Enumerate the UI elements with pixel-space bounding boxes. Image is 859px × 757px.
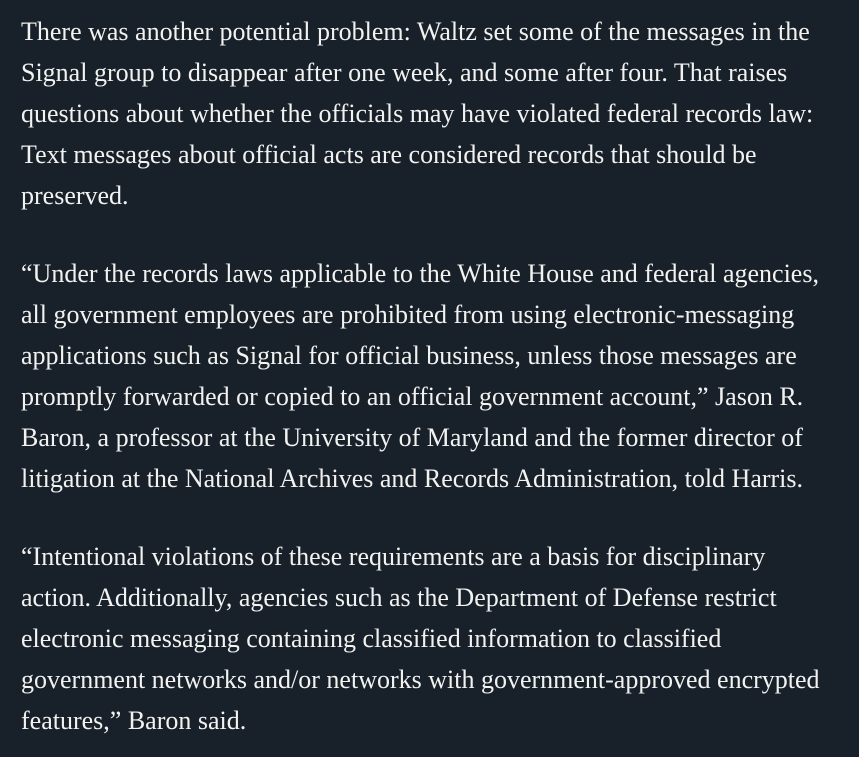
paragraph-line: questions about whether the officials may have violated federal records law:	[21, 99, 814, 128]
paragraph-line: “Under the records laws applicable to the White House and federal agencies,	[21, 259, 819, 288]
paragraph-line: “Intentional violations of these requirements are a basis for disciplinary	[21, 542, 766, 571]
paragraph-line: promptly forwarded or copied to an official government account,” Jason R.	[21, 382, 804, 411]
paragraph-line: preserved.	[21, 181, 129, 210]
paragraph-line: all government employees are prohibited from using electronic-messaging	[21, 300, 795, 329]
paragraph-line: litigation at the National Archives and Records Administration, told Harris.	[21, 464, 804, 493]
paragraph-line: Signal group to disappear after one week, and some after four. That raises	[21, 58, 788, 87]
paragraph-line: Text messages about official acts are considered records that should be	[21, 140, 757, 169]
paragraph-baron-quote	[21, 253, 845, 499]
paragraph-line: There was another potential problem: Waltz set some of the messages in the	[21, 17, 810, 46]
paragraph-records-problem	[21, 11, 845, 216]
paragraph-line: features,” Baron said.	[21, 706, 247, 735]
paragraph-violations-quote	[21, 536, 845, 741]
paragraph-line: action. Additionally, agencies such as the Department of Defense restrict	[21, 583, 777, 612]
paragraph-line: government networks and/or networks with government-approved encrypted	[21, 665, 820, 694]
paragraph-line: applications such as Signal for official business, unless those messages are	[21, 341, 797, 370]
paragraph-line: electronic messaging containing classified information to classified	[21, 624, 722, 653]
paragraph-line: Baron, a professor at the University of Maryland and the former director of	[21, 423, 803, 452]
